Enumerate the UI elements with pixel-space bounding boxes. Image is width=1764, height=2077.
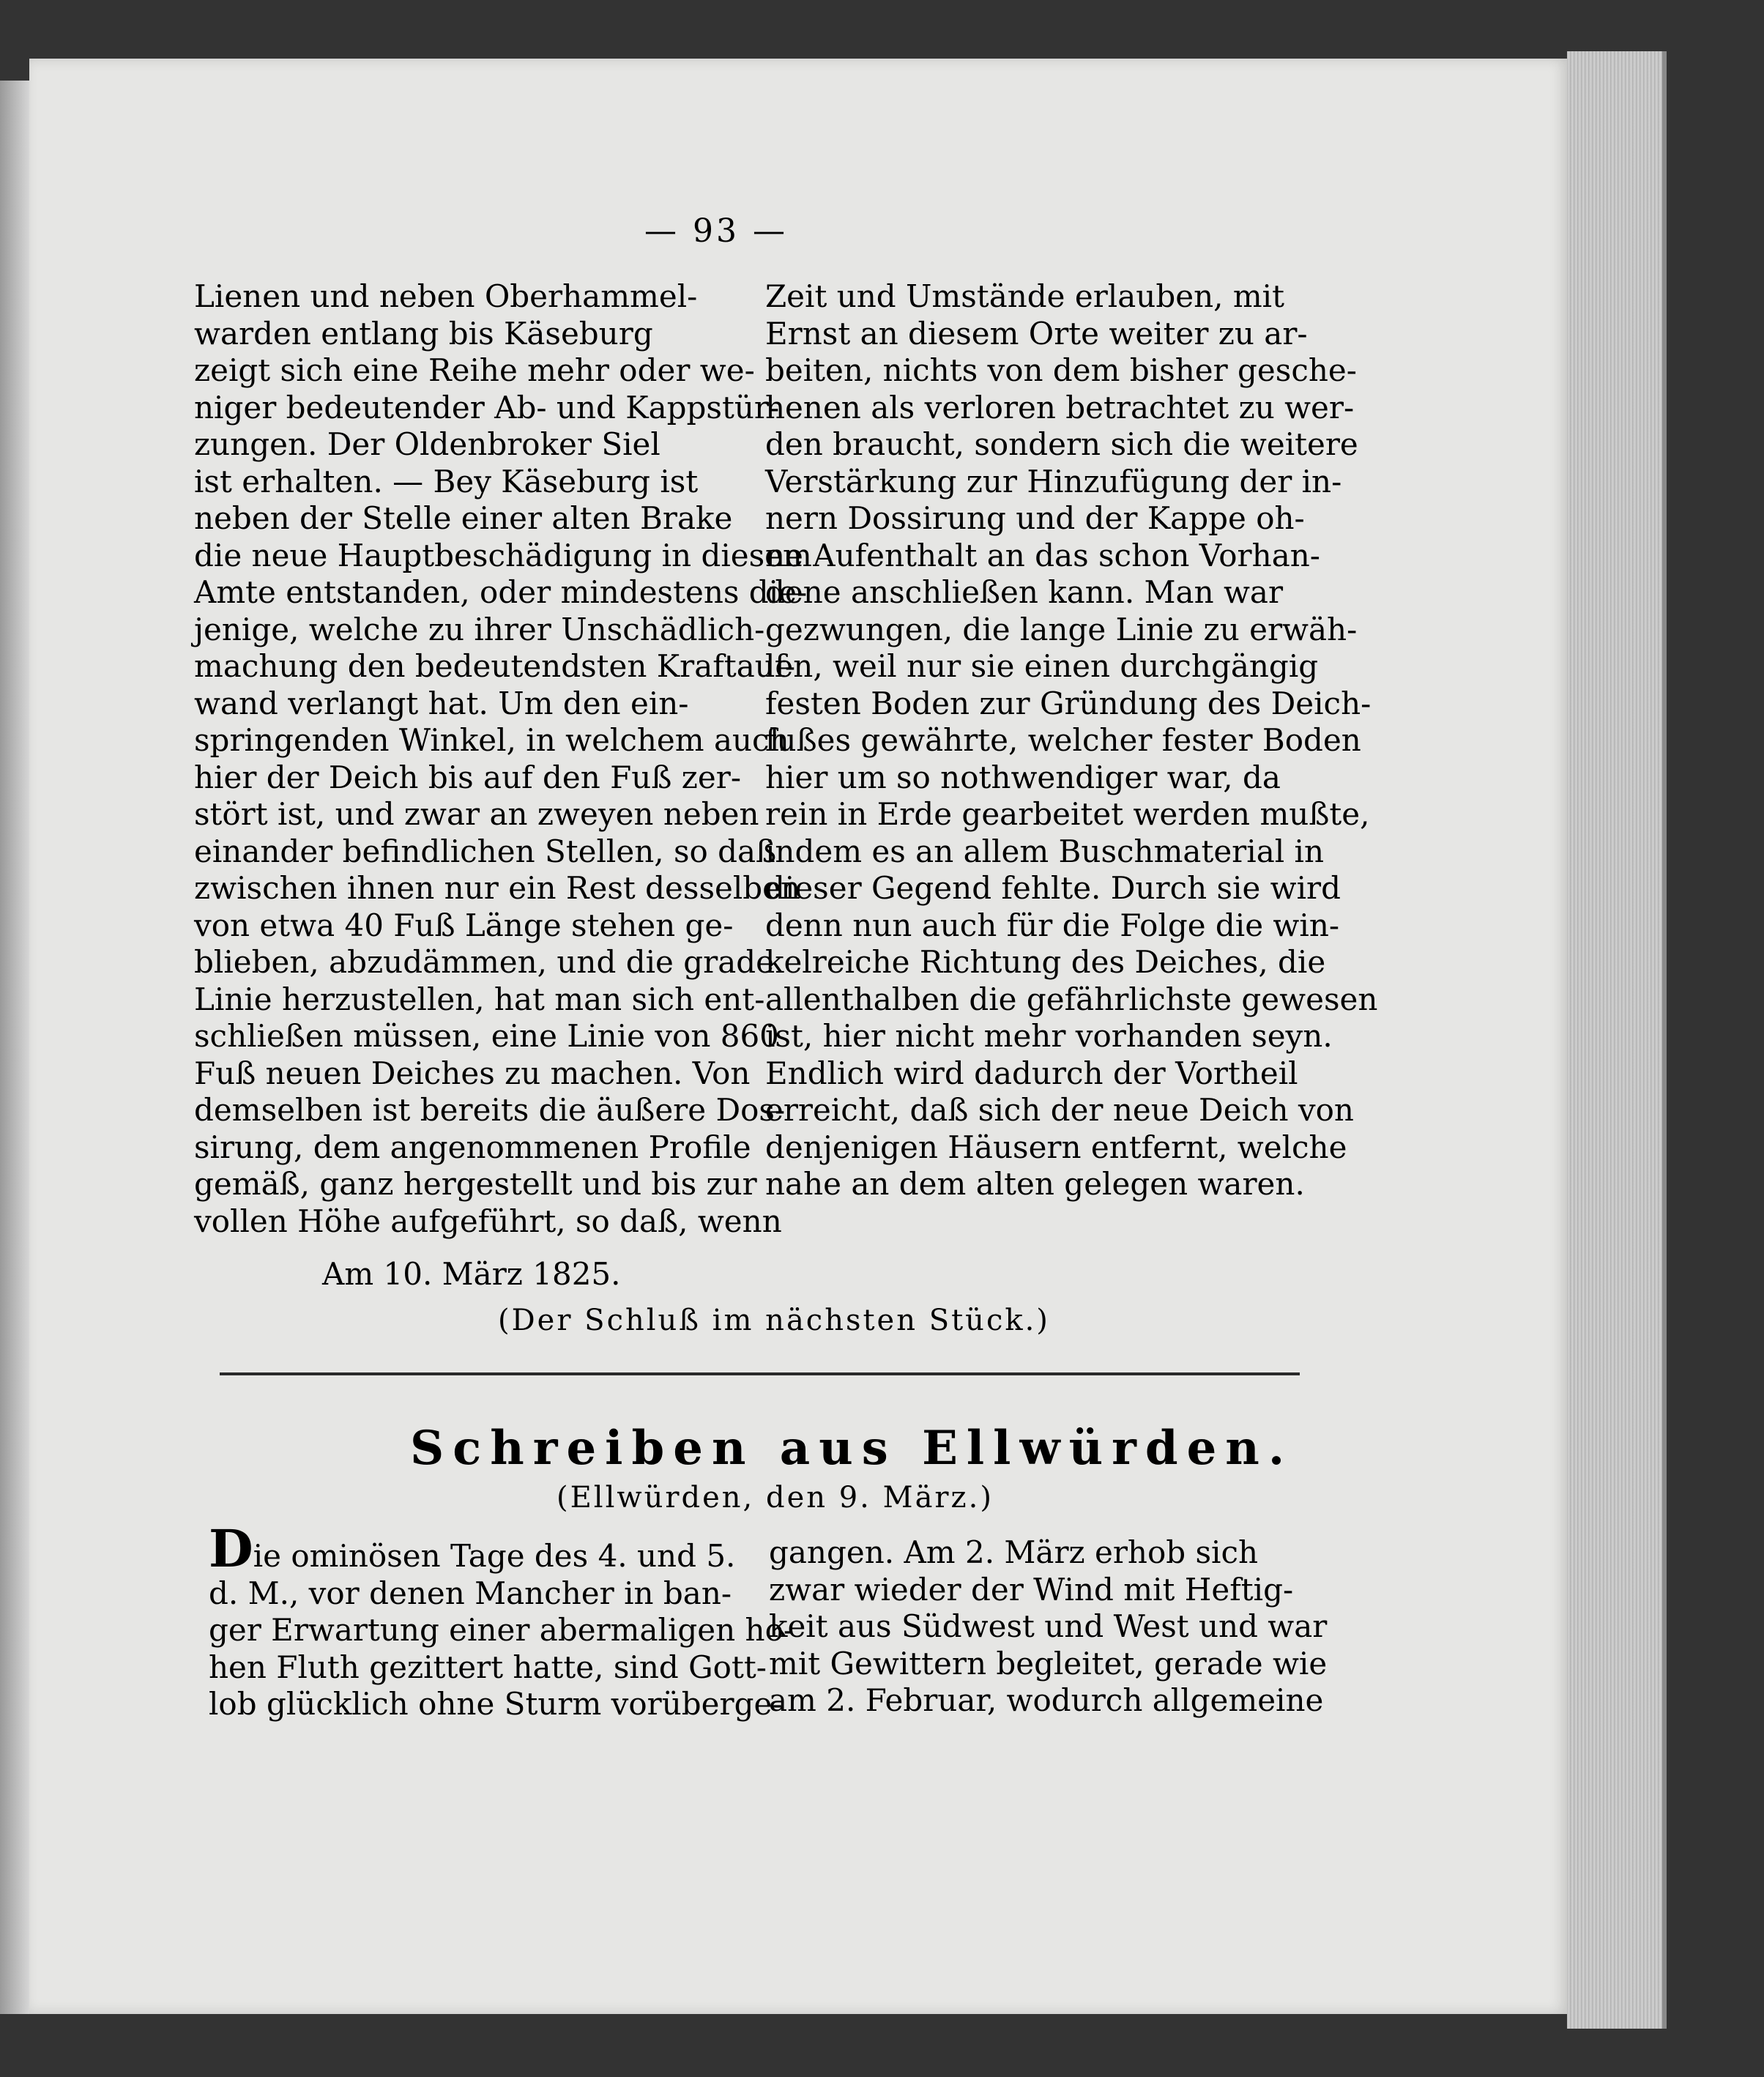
left-column-line: Linie herzustellen, hat man sich ent- <box>194 981 765 1017</box>
left-column-line: die neue Hauptbeschädigung in diesem <box>194 537 812 573</box>
left-column-line: zungen. Der Oldenbroker Siel <box>194 426 660 462</box>
continued-note: (Der Schluß im nächsten Stück.) <box>498 1304 1050 1337</box>
left-column-line: blieben, abzudämmen, und die grade <box>194 944 774 980</box>
section-divider <box>220 1372 1300 1375</box>
left-column-line: ist erhalten. — Bey Käseburg ist <box>194 463 699 499</box>
right-column-line: fußes gewährte, welcher fester Boden <box>765 722 1361 758</box>
dateline: Am 10. März 1825. <box>322 1256 621 1292</box>
article-right-column <box>769 1534 1328 1720</box>
right-column-line: nahe an dem alten gelegen waren. <box>765 1166 1305 1202</box>
right-column-line: Verstärkung zur Hinzufügung der in- <box>765 463 1342 499</box>
right-column-line: henen als verloren betrachtet zu wer- <box>765 389 1355 426</box>
page-stack-edge <box>1567 51 1667 2029</box>
right-column-line: gezwungen, die lange Linie zu erwäh- <box>765 611 1358 647</box>
right-column-line: den braucht, sondern sich die weitere <box>765 426 1358 462</box>
right-column-line: hier um so nothwendiger war, da <box>765 759 1281 795</box>
article-right-line: mit Gewittern begleitet, gerade wie <box>769 1645 1328 1682</box>
right-column-line: rein in Erde gearbeitet werden mußte, <box>765 796 1370 832</box>
left-column-line: niger bedeutender Ab- und Kappstür- <box>194 389 780 426</box>
article-right-line: am 2. Februar, wodurch allgemeine <box>769 1682 1324 1718</box>
first-line-text: ie ominösen Tage des 4. und 5. <box>253 1538 736 1574</box>
right-column-line: ne Aufenthalt an das schon Vorhan- <box>765 537 1320 573</box>
right-column-line: Ernst an diesem Orte weiter zu ar- <box>765 315 1308 352</box>
left-column-line: schließen müssen, eine Linie von 860 <box>194 1018 779 1054</box>
right-column-line: dieser Gegend fehlte. Durch sie wird <box>765 870 1341 906</box>
article-headline: Schreiben aus Ellwürden. <box>410 1421 1294 1476</box>
left-column-line: Lienen und neben Oberhammel- <box>194 278 698 314</box>
left-column-line: wand verlangt hat. Um den ein- <box>194 685 689 721</box>
article-first-line <box>209 1518 740 1579</box>
article-left-line: d. M., vor denen Mancher in ban- <box>209 1575 732 1611</box>
right-column-line: festen Boden zur Gründung des Deich- <box>765 685 1372 721</box>
right-column-line: kelreiche Richtung des Deiches, die <box>765 944 1326 980</box>
left-column-line: zwischen ihnen nur ein Rest desselben <box>194 870 801 906</box>
right-column-line: dene anschließen kann. Man war <box>765 574 1284 610</box>
right-column-line: Zeit und Umstände erlauben, mit <box>765 278 1284 314</box>
right-column-line: erreicht, daß sich der neue Deich von <box>765 1092 1354 1128</box>
article-right-line: keit aus Südwest und West und war <box>769 1608 1328 1644</box>
left-column-line: zeigt sich eine Reihe mehr oder we- <box>194 352 755 388</box>
left-column-line: Fuß neuen Deiches zu machen. Von <box>194 1055 751 1091</box>
left-column-line: einander befindlichen Stellen, so daß <box>194 833 777 869</box>
page-number: — 93 — <box>644 212 788 250</box>
article-right-line: zwar wieder der Wind mit Heftig- <box>769 1571 1294 1608</box>
article-subheadline: (Ellwürden, den 9. März.) <box>557 1481 994 1515</box>
right-column-line: allenthalben die gefährlichste gewesen <box>765 981 1378 1017</box>
right-column-line: denn nun auch für die Folge die win- <box>765 907 1340 943</box>
left-column-line: stört ist, und zwar an zweyen neben <box>194 796 759 832</box>
left-column-line: sirung, dem angenommenen Profile <box>194 1129 751 1165</box>
drop-cap: D <box>209 1518 253 1579</box>
right-column-line: len, weil nur sie einen durchgängig <box>765 648 1319 684</box>
left-column-line: gemäß, ganz hergestellt und bis zur <box>194 1166 757 1202</box>
left-column-line: demselben ist bereits die äußere Dos- <box>194 1092 786 1128</box>
right-column-line: denjenigen Häusern entfernt, welche <box>765 1129 1347 1165</box>
article-left-line: hen Fluth gezittert hatte, sind Gott- <box>209 1649 767 1685</box>
article-left-line: lob glücklich ohne Sturm vorüberge- <box>209 1686 783 1722</box>
left-column-line: hier der Deich bis auf den Fuß zer- <box>194 759 742 795</box>
right-column-line: nern Dossirung und der Kappe oh- <box>765 500 1305 536</box>
right-column-line: ist, hier nicht mehr vorhanden seyn. <box>765 1018 1333 1054</box>
article-left-line: ger Erwartung einer abermaligen ho- <box>209 1612 794 1648</box>
right-column-line: indem es an allem Buschmaterial in <box>765 833 1324 869</box>
left-column <box>194 278 812 1240</box>
previous-page-edge <box>0 81 29 2014</box>
left-column-line: Amte entstanden, oder mindestens die- <box>194 574 808 610</box>
left-column-line: vollen Höhe aufgeführt, so daß, wenn <box>194 1203 782 1239</box>
left-column-line: springenden Winkel, in welchem auch <box>194 722 789 758</box>
left-column-line: machung den bedeutendsten Kraftauf- <box>194 648 796 684</box>
right-column-line: Endlich wird dadurch der Vortheil <box>765 1055 1298 1091</box>
right-column-line: beiten, nichts von dem bisher gesche- <box>765 352 1357 388</box>
right-column <box>765 278 1378 1203</box>
left-column-line: jenige, welche zu ihrer Unschädlich- <box>194 611 765 647</box>
article-right-line: gangen. Am 2. März erhob sich <box>769 1534 1259 1570</box>
left-column-line: von etwa 40 Fuß Länge stehen ge- <box>194 907 734 943</box>
left-column-line: warden entlang bis Käseburg <box>194 315 653 352</box>
left-column-line: neben der Stelle einer alten Brake <box>194 500 733 536</box>
article-left-column <box>209 1518 794 1723</box>
